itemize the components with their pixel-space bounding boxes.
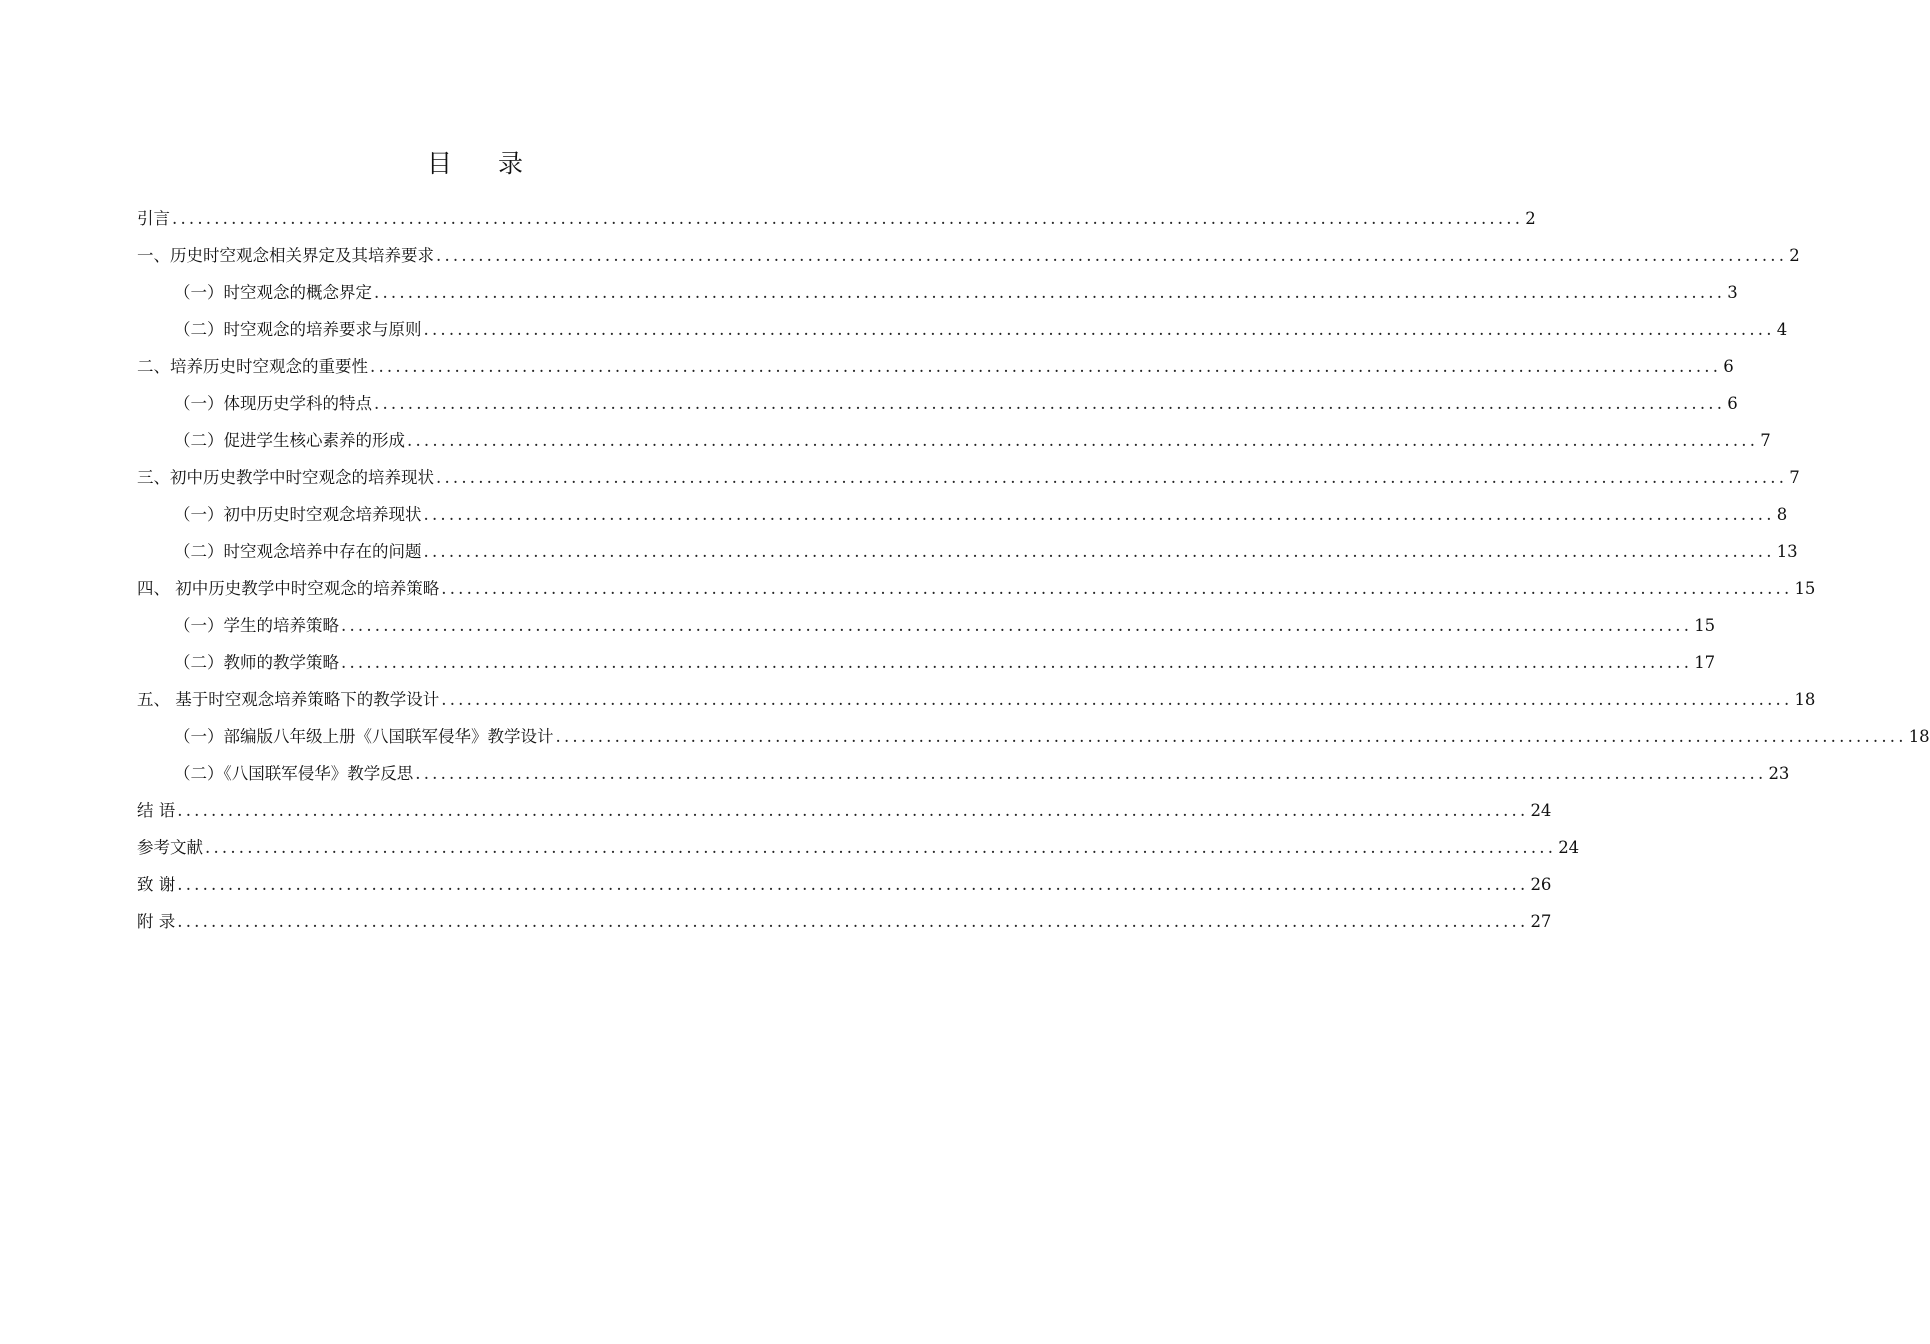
toc-entry-page-number: 23 [1768,764,1790,783]
toc-entry-page-number: 8 [1776,505,1788,524]
toc-entry[interactable] [137,755,1790,792]
toc-entry-page-number: 17 [1694,653,1716,672]
toc-entry[interactable] [137,570,1816,607]
toc-dot-leader: ................................................................................................................................................................ [177,875,1529,894]
toc-entry[interactable] [137,607,1716,644]
toc-entry-page-number: 4 [1776,320,1788,339]
toc-entry[interactable] [137,348,1734,385]
toc-entry-page-number: 2 [1525,209,1536,228]
toc-dot-leader: ................................................................................................................................................................ [441,579,1793,598]
toc-entry[interactable] [137,422,1771,459]
toc-dot-leader: ................................................................................................................................................................ [374,394,1726,413]
toc-dot-leader: ................................................................................................................................................................ [370,357,1722,376]
toc-entry-label: （一）体现历史学科的特点 [174,394,372,413]
toc-entry[interactable] [137,866,1552,903]
toc-entry-label: 二、培养历史时空观念的重要性 [137,357,368,376]
toc-dot-leader: ................................................................................................................................................................ [177,912,1529,931]
toc-dot-leader: ................................................................................................................................................................ [415,764,1767,783]
toc-entry-page-number: 7 [1760,431,1771,450]
toc-entry-label: 三、初中历史教学中时空观念的培养现状 [137,468,434,487]
toc-entry-page-number: 6 [1723,357,1734,376]
toc-entry[interactable] [137,311,1788,348]
toc-dot-leader: ................................................................................................................................................................ [436,468,1788,487]
toc-entry-label: （一）初中历史时空观念培养现状 [174,505,422,524]
toc-entry-label: （一）部编版八年级上册《八国联军侵华》教学设计 [174,727,554,746]
toc-dot-leader: ................................................................................................................................................................ [423,542,1775,561]
toc-entry-label: 引言 [137,209,170,228]
toc-entry-label: 五、 基于时空观念培养策略下的教学设计 [137,690,440,709]
toc-entry-label: （二）《八国联军侵华》教学反思 [174,764,414,783]
toc-entry-page-number: 24 [1558,838,1580,857]
toc-entry-page-number: 3 [1727,283,1738,302]
toc-entry[interactable] [137,385,1738,422]
toc-dot-leader: ................................................................................................................................................................ [205,838,1557,857]
toc-entry[interactable] [137,718,1930,755]
toc-dot-leader: ................................................................................................................................................................ [555,727,1907,746]
toc-entry-label: （一）时空观念的概念界定 [174,283,372,302]
toc-entry-page-number: 26 [1530,875,1552,894]
toc-entry[interactable] [137,681,1816,718]
toc-entry-label: 一、历史时空观念相关界定及其培养要求 [137,246,434,265]
page-title: 目录 [426,149,569,178]
toc-entry-page-number: 6 [1727,394,1738,413]
toc-entry[interactable] [137,496,1788,533]
toc-entry[interactable] [137,274,1738,311]
toc-entry-page-number: 18 [1794,690,1816,709]
toc-entry-page-number: 27 [1530,912,1552,931]
toc-entry[interactable] [137,644,1716,681]
toc-entry[interactable] [137,459,1800,496]
toc-dot-leader: ................................................................................................................................................................ [407,431,1759,450]
toc-dot-leader: ................................................................................................................................................................ [423,320,1775,339]
toc-entry-label: （二）教师的教学策略 [174,653,339,672]
toc-dot-leader: ................................................................................................................................................................ [341,616,1693,635]
toc-entry-label: 参考文献 [137,838,203,857]
toc-entry-page-number: 18 [1908,727,1930,746]
toc-dot-leader: ................................................................................................................................................................ [436,246,1788,265]
toc-entry-label: 结 语 [137,801,176,820]
toc-entry[interactable] [137,237,1800,274]
toc-entry-label: （二）时空观念培养中存在的问题 [174,542,422,561]
toc-entry-page-number: 2 [1789,246,1800,265]
toc-entry[interactable] [137,903,1552,940]
toc-entry[interactable] [137,792,1552,829]
toc-entry-page-number: 7 [1789,468,1800,487]
toc-entry-label: （二）时空观念的培养要求与原则 [174,320,422,339]
toc-dot-leader: ................................................................................................................................................................ [172,209,1524,228]
toc-entry-label: 四、 初中历史教学中时空观念的培养策略 [137,579,440,598]
toc-entry-label: （二）促进学生核心素养的形成 [174,431,405,450]
toc-entry[interactable] [137,829,1580,866]
toc-entry-page-number: 15 [1794,579,1816,598]
toc-entry-label: 致 谢 [137,875,176,894]
toc-entry-label: （一）学生的培养策略 [174,616,339,635]
toc-dot-leader: ................................................................................................................................................................ [341,653,1693,672]
toc-dot-leader: ................................................................................................................................................................ [374,283,1726,302]
toc-entry[interactable] [137,533,1798,570]
toc-entry-label: 附 录 [137,912,176,931]
toc-entry-page-number: 24 [1530,801,1552,820]
toc-entry-page-number: 15 [1694,616,1716,635]
table-of-contents [137,200,1930,940]
toc-dot-leader: ................................................................................................................................................................ [441,690,1793,709]
toc-dot-leader: ................................................................................................................................................................ [177,801,1529,820]
toc-entry-page-number: 13 [1776,542,1798,561]
toc-entry[interactable] [137,200,1536,237]
toc-dot-leader: ................................................................................................................................................................ [423,505,1775,524]
